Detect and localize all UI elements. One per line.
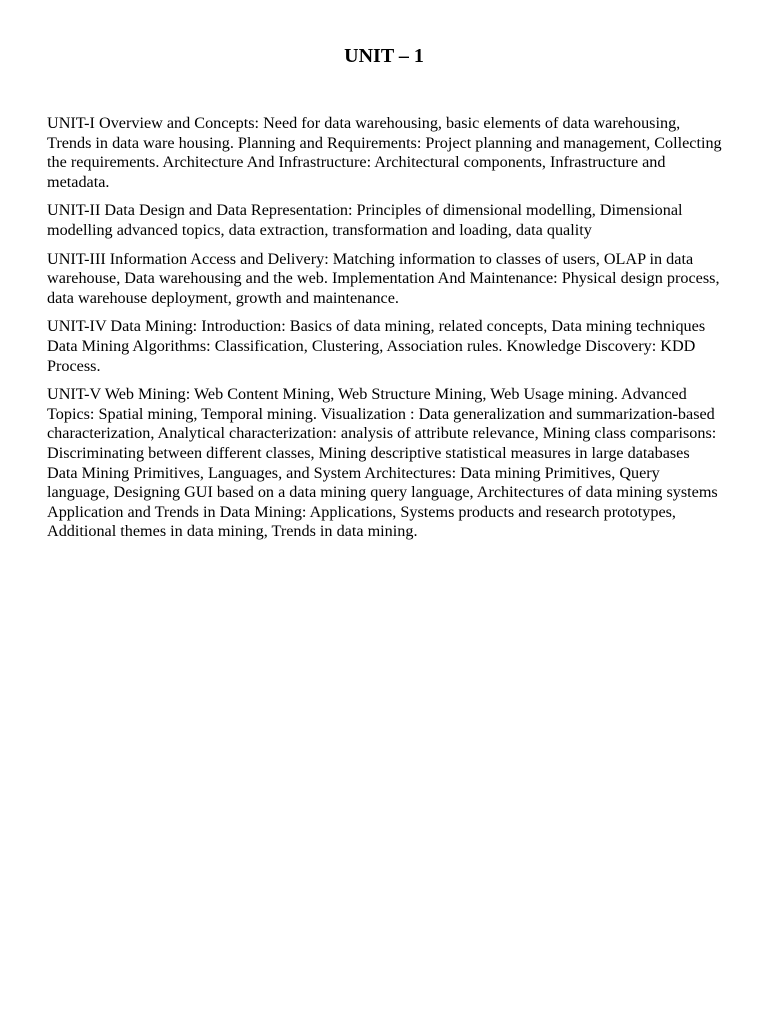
syllabus-content — [47, 114, 722, 551]
unit-3-paragraph: UNIT-III Information Access and Delivery: Matching information to classes of users, OLAP in data warehouse, Data warehousing and the web. Implementation And Maintenance: Physical design process, data warehouse deployment, growth and maintenance. — [47, 249, 720, 307]
unit-2-paragraph: UNIT-II Data Design and Data Representation: Principles of dimensional modelling, Dimensional modelling advanced topics, data extraction, transformation and loading, data quality — [47, 201, 683, 239]
unit-4-paragraph: UNIT-IV Data Mining: Introduction: Basics of data mining, related concepts, Data mining techniques Data Mining Algorithms: Classification, Clustering, Association rules. Knowledge Discovery: KDD Process. — [47, 317, 706, 375]
unit-1-paragraph: UNIT-I Overview and Concepts: Need for data warehousing, basic elements of data warehousing, Trends in data ware housing. Planning and Requirements: Project planning and management, Collecting the requirements. Architecture And Infrastructure: Architectural components, Infrastructure and metadata. — [47, 114, 722, 191]
page-title: UNIT – 1 — [344, 45, 424, 67]
unit-5-paragraph: UNIT-V Web Mining: Web Content Mining, Web Structure Mining, Web Usage mining. Advanced Topics: Spatial mining, Temporal mining. Visualization : Data generalization and summarization-based characterization, Analytical characterization: analysis of attribute relevance, Mining class comparisons: Discriminating between different classes, Mining descriptive statistical measures in large databases Data Mining Primitives, Languages, and System Architectures: Data mining Primitives, Query language, Designing GUI based on a data mining query language, Architectures of data mining systems Application and Trends in Data Mining: Applications, Systems products and research prototypes, Additional themes in data mining, Trends in data mining. — [47, 385, 718, 541]
